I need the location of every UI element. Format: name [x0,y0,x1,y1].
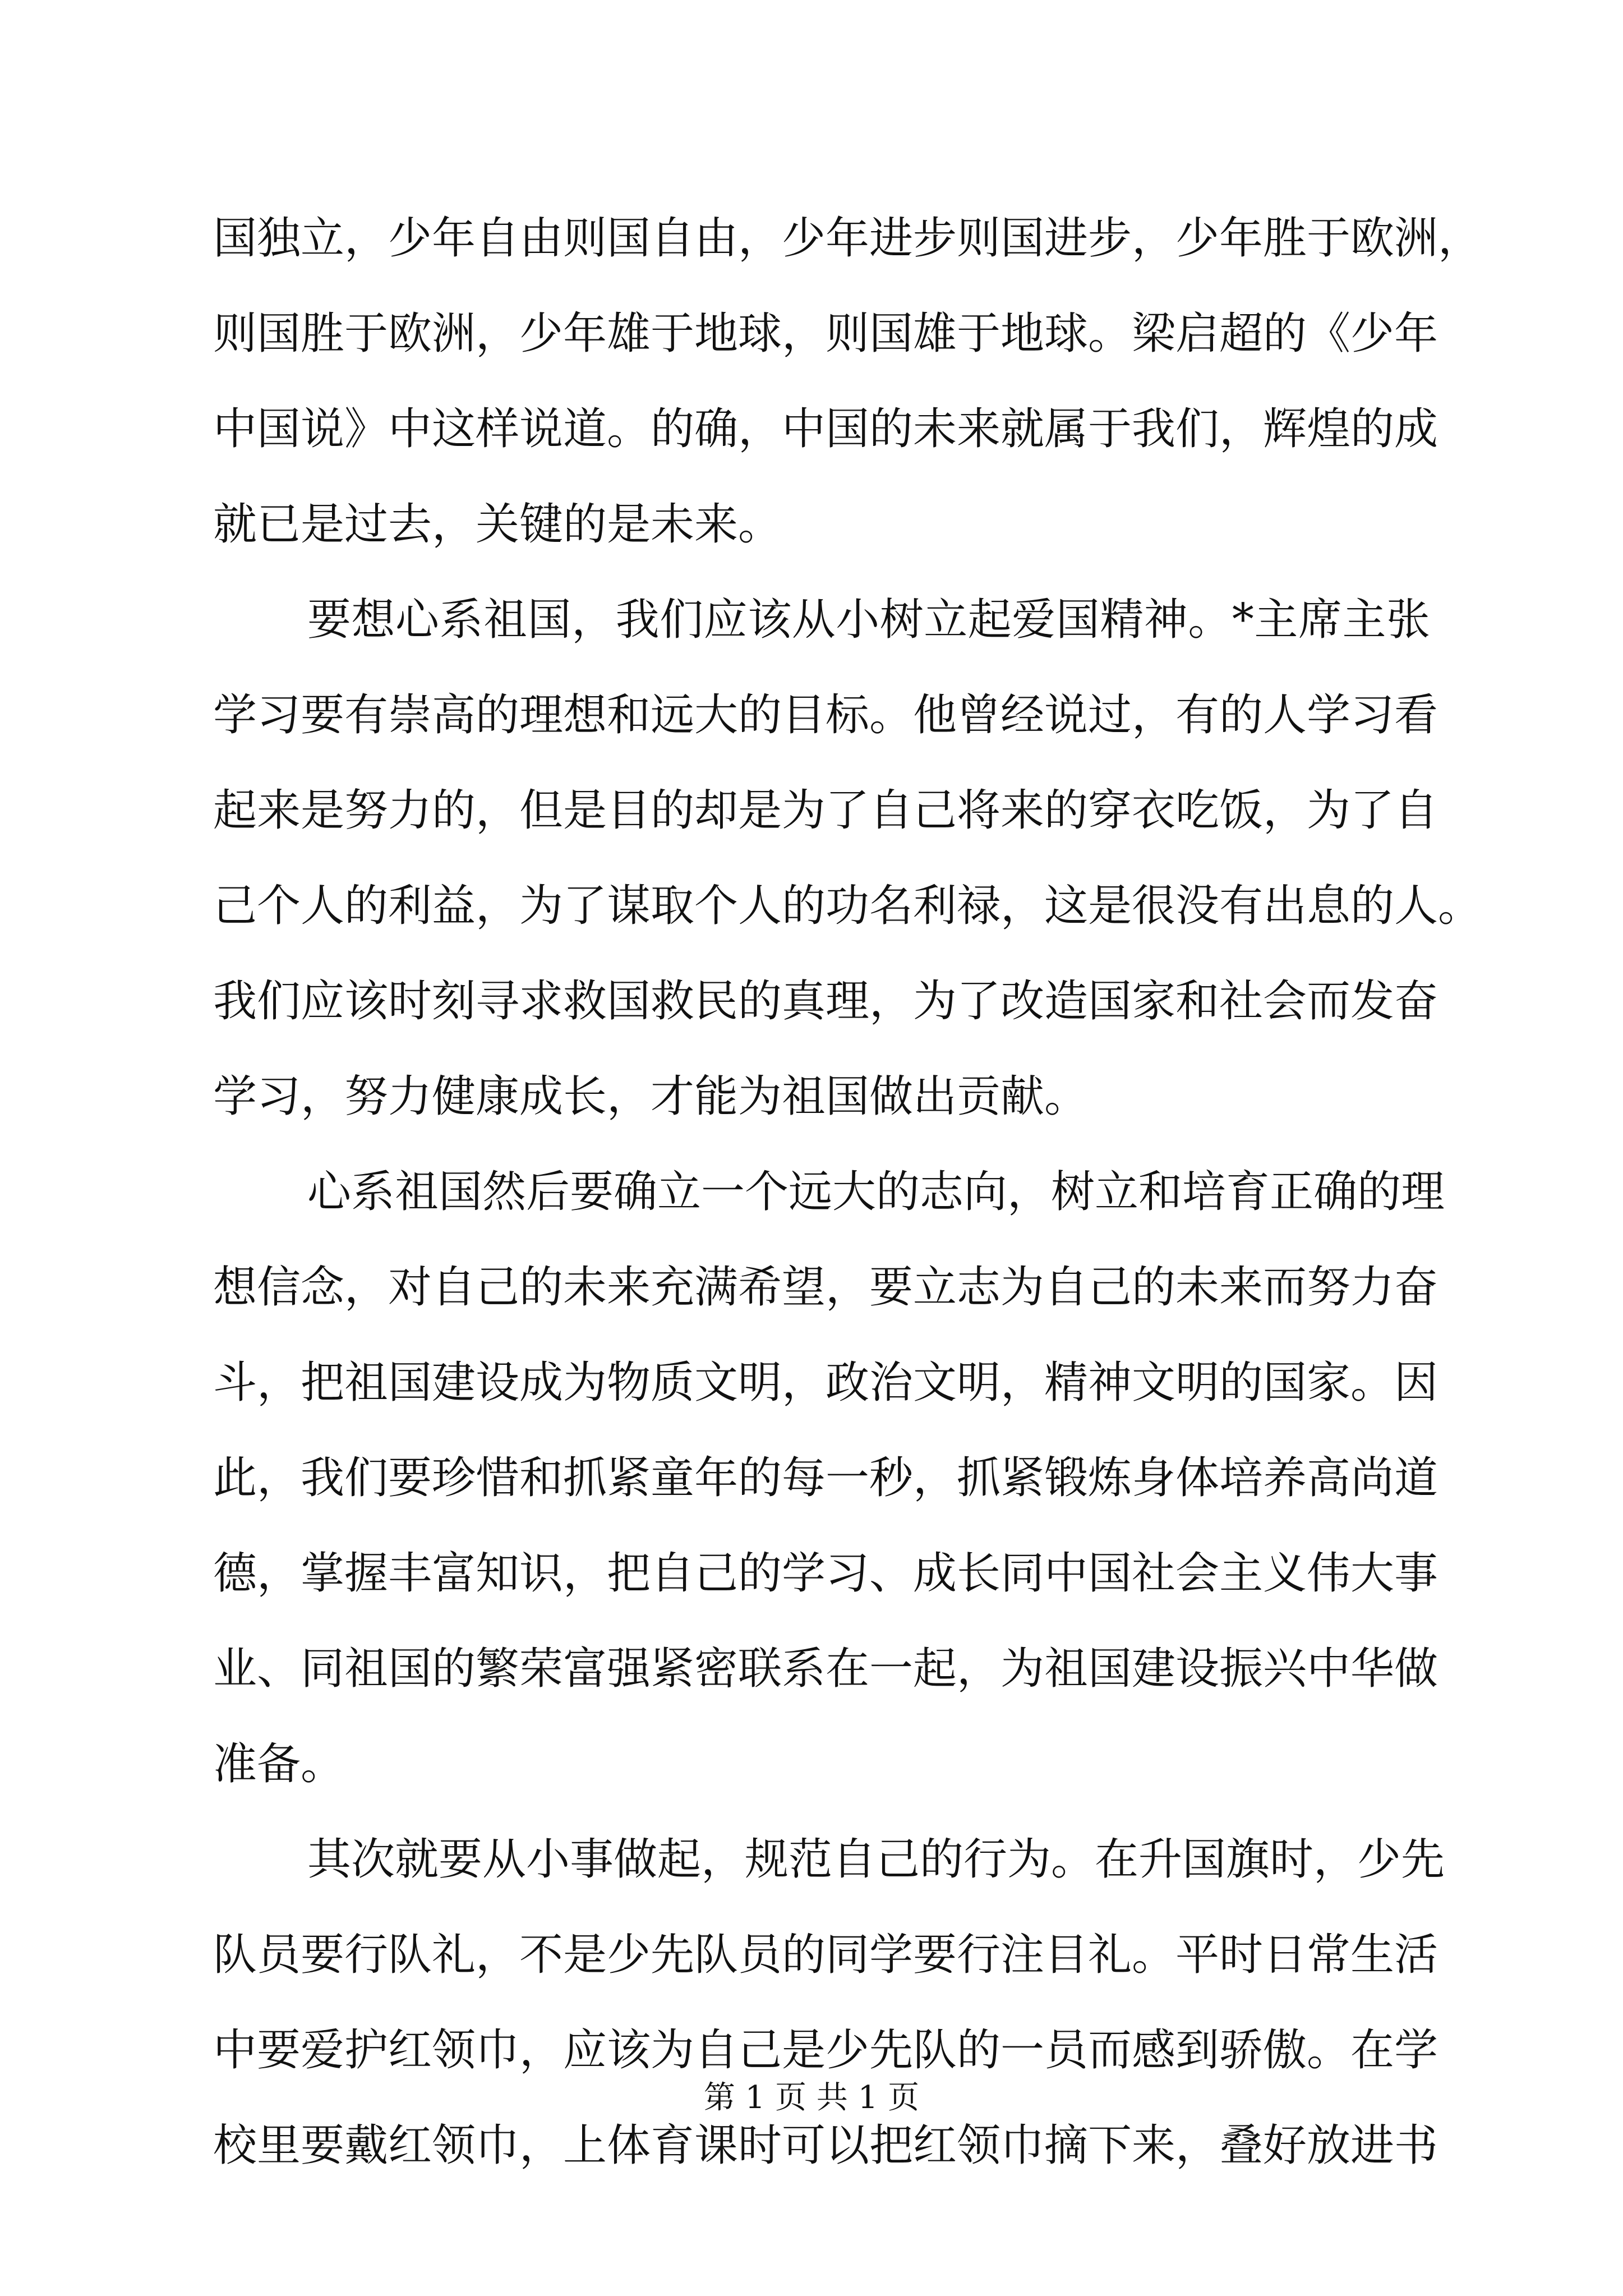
text-line: 学习，努力健康成长，才能为祖国做出贡献。 [213,1071,1089,1122]
text-line: 己个人的利益，为了谋取个人的功名利禄，这是很没有出息的人。 [213,881,1482,931]
text-line: 则国胜于欧洲，少年雄于地球，则国雄于地球。梁启超的《少年 [213,309,1438,359]
text-line: 队员要行队礼，不是少先队员的同学要行注目礼。平时日常生活 [213,1930,1438,1980]
text-line: 想信念，对自己的未来充满希望，要立志为自己的未来而努力奋 [213,1262,1438,1313]
text-line: 德，掌握丰富知识，把自己的学习、成长同中国社会主义伟大事 [213,1548,1438,1599]
paragraph-first-line: 要想心系祖国，我们应该从小树立起爱国精神。*主席主张 [307,595,1430,645]
text-line: 此，我们要珍惜和抓紧童年的每一秒，抓紧锻炼身体培养高尚道 [213,1453,1438,1503]
text-line: 中国说》中这样说道。的确，中国的未来就属于我们，辉煌的成 [213,404,1438,454]
paragraph-first-line: 其次就要从小事做起，规范自己的行为。在升国旗时，少先 [307,1834,1445,1885]
text-line: 准备。 [213,1739,345,1789]
page-footer [0,2076,1623,2120]
text-line: 业、同祖国的繁荣富强紧密联系在一起，为祖国建设振兴中华做 [213,1644,1438,1694]
text-line: 国独立，少年自由则国自由，少年进步则国进步，少年胜于欧洲， [213,213,1482,264]
text-line: 就已是过去，关键的是未来。 [213,499,782,550]
text-line: 中要爱护红领巾，应该为自己是少先队的一员而感到骄傲。在学 [213,2025,1438,2076]
text-line: 校里要戴红领巾，上体育课时可以把红领巾摘下来，叠好放进书 [213,2120,1438,2171]
paragraph-first-line: 心系祖国然后要确立一个远大的志向，树立和培育正确的理 [307,1167,1445,1217]
body-text [213,191,1482,2193]
text-line: 我们应该时刻寻求救国救民的真理，为了改造国家和社会而发奋 [213,976,1438,1027]
page-number: 第 1 页 共 1 页 [703,2079,920,2116]
text-line: 斗，把祖国建设成为物质文明，政治文明，精神文明的国家。因 [213,1358,1438,1408]
text-line: 学习要有崇高的理想和远大的目标。他曾经说过，有的人学习看 [213,690,1438,740]
text-line: 起来是努力的，但是目的却是为了自己将来的穿衣吃饭，为了自 [213,785,1438,836]
